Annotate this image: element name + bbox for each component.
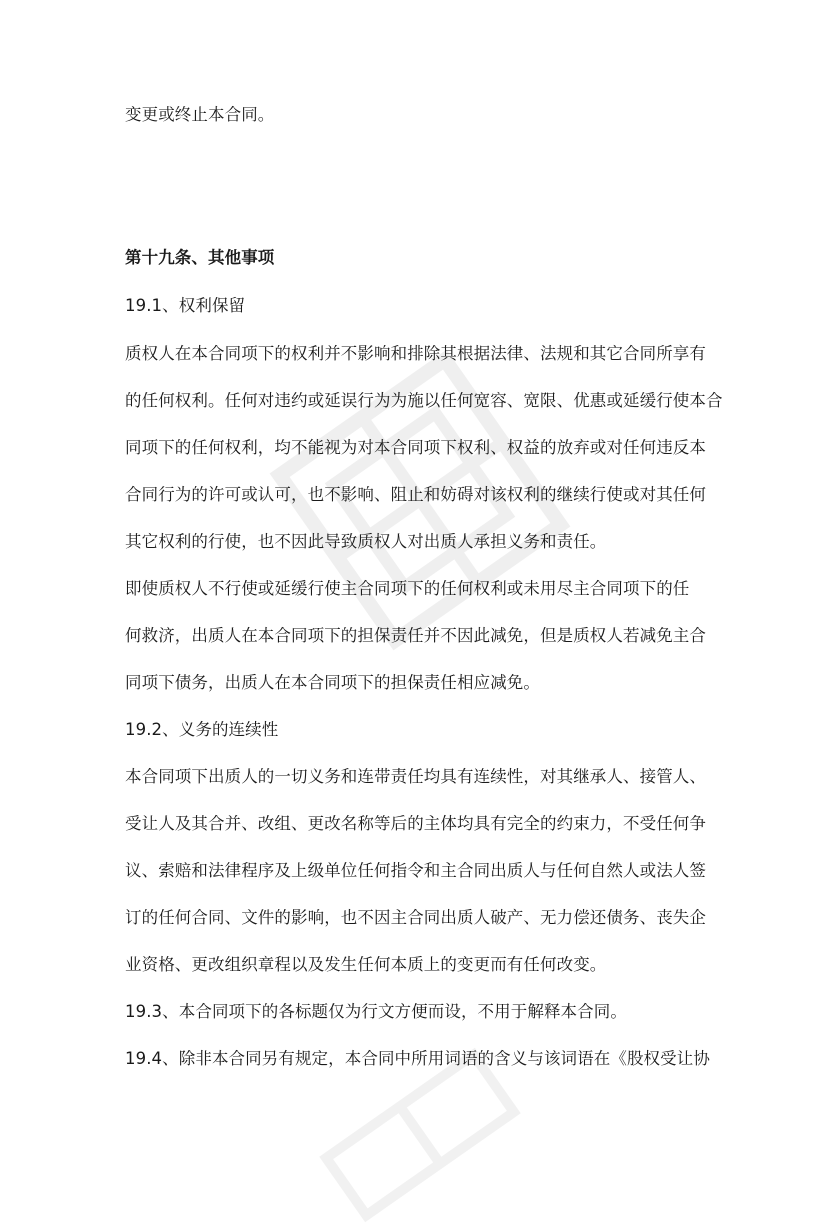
- text-line: 19.3、本合同项下的各标题仅为行文方便而设，不用于解释本合同。: [125, 1002, 627, 1021]
- text-line: 同项下债务，出质人在本合同项下的担保责任相应减免。: [125, 673, 540, 692]
- text-line: 业资格、更改组织章程以及发生任何本质上的变更而有任何改变。: [125, 955, 607, 974]
- subsection-title: 19.1、权利保留: [125, 296, 246, 315]
- text-line: 质权人在本合同项下的权利并不影响和排除其根据法律、法规和其它合同所享有: [125, 344, 706, 363]
- text-line: 合同行为的许可或认可，也不影响、阻止和妨碍对该权利的继续行使或对其任何: [125, 485, 706, 504]
- subsection-title: 19.2、义务的连续性: [125, 720, 279, 739]
- text-line: 即使质权人不行使或延缓行使主合同项下的任何权利或未用尽主合同项下的任: [125, 579, 690, 598]
- text-line: 变更或终止本合同。: [125, 105, 275, 124]
- section-heading: 第十九条、其他事项: [125, 248, 275, 267]
- text-line: 订的任何合同、文件的影响，也不因主合同出质人破产、无力偿还债务、丧失企: [125, 908, 706, 927]
- text-line: 的任何权利。任何对违约或延误行为为施以任何宽容、宽限、优惠或延缓行使本合: [125, 391, 723, 410]
- text-line: 同项下的任何权利，均不能视为对本合同项下权利、权益的放弃或对任何违反本: [125, 438, 706, 457]
- text-line: 本合同项下出质人的一切义务和连带责任均具有连续性，对其继承人、接管人、: [125, 767, 706, 786]
- text-line: 19.4、除非本合同另有规定，本合同中所用词语的含义与该词语在《股权受让协: [125, 1049, 710, 1068]
- text-line: 其它权利的行使，也不因此导致质权人对出质人承担义务和责任。: [125, 532, 607, 551]
- text-line: 议、索赔和法律程序及上级单位任何指令和主合同出质人与任何自然人或法人签: [125, 861, 706, 880]
- text-line: 何救济，出质人在本合同项下的担保责任并不因此减免，但是质权人若减免主合: [125, 626, 706, 645]
- text-line: 受让人及其合并、改组、更改名称等后的主体均具有完全的约束力，不受任何争: [125, 814, 706, 833]
